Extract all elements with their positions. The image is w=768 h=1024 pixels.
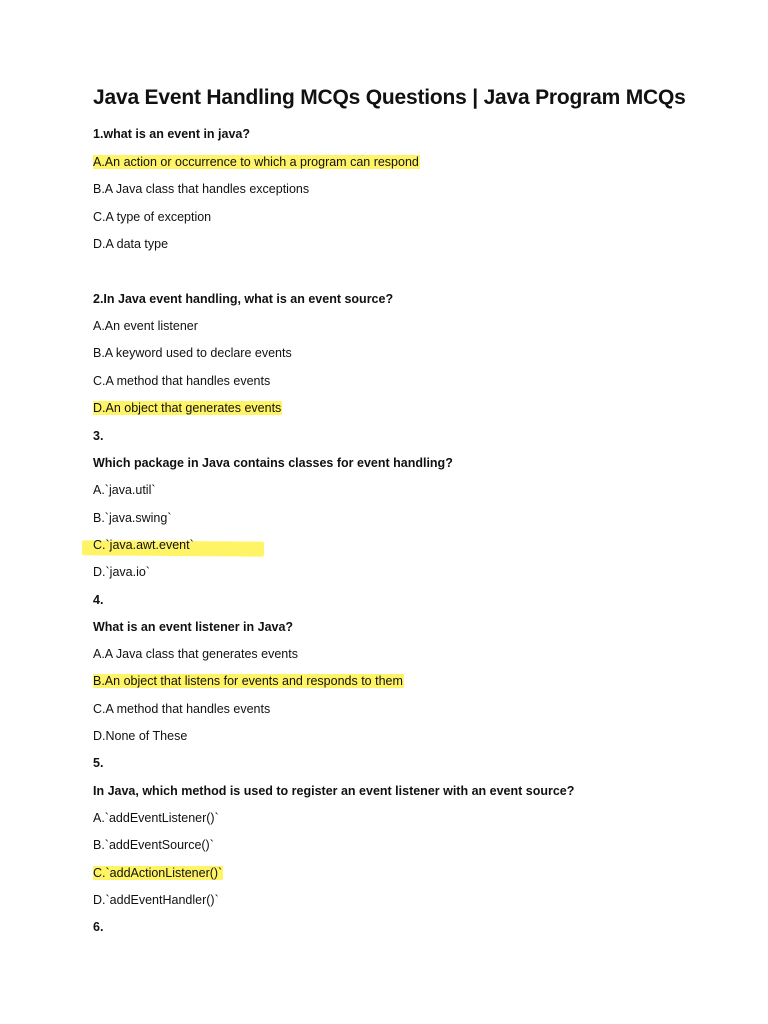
option-1c: C.A type of exception bbox=[93, 210, 212, 224]
question-3: Which package in Java contains classes for event handling? bbox=[93, 456, 453, 470]
option-4c: C.A method that handles events bbox=[93, 702, 271, 716]
option-4a: A.A Java class that generates events bbox=[93, 647, 298, 661]
question-2: 2.In Java event handling, what is an event source? bbox=[93, 292, 394, 306]
question-1: 1.what is an event in java? bbox=[93, 127, 251, 141]
option-5a: A.`addEventListener()` bbox=[93, 811, 219, 825]
option-1d: D.A data type bbox=[93, 237, 169, 251]
question-5-number: 5. bbox=[93, 756, 104, 770]
option-4d: D.None of These bbox=[93, 729, 188, 743]
question-4-number: 4. bbox=[93, 593, 104, 607]
option-2a: A.An event listener bbox=[93, 319, 198, 333]
question-4: What is an event listener in Java? bbox=[93, 620, 294, 634]
question-5: In Java, which method is used to register an event listener with an event source? bbox=[93, 784, 575, 798]
option-3b: B.`java.swing` bbox=[93, 511, 172, 525]
question-3-number: 3. bbox=[93, 429, 104, 443]
option-3d: D.`java.io` bbox=[93, 565, 150, 579]
option-1a-answer: A.An action or occurrence to which a program can respond bbox=[93, 155, 419, 169]
option-5c-answer: C.`addActionListener()` bbox=[93, 866, 223, 880]
option-2d-answer: D.An object that generates events bbox=[93, 401, 282, 415]
option-3c-answer: C.`java.awt.event` bbox=[93, 538, 194, 552]
question-6-number: 6. bbox=[93, 920, 104, 934]
option-4b-answer: B.An object that listens for events and responds to them bbox=[93, 674, 403, 688]
option-1b: B.A Java class that handles exceptions bbox=[93, 182, 310, 196]
option-2b: B.A keyword used to declare events bbox=[93, 346, 292, 360]
document-title: Java Event Handling MCQs Questions | Java Program MCQs bbox=[93, 86, 686, 109]
option-2c: C.A method that handles events bbox=[93, 374, 271, 388]
option-5d: D.`addEventHandler()` bbox=[93, 893, 219, 907]
option-5b: B.`addEventSource()` bbox=[93, 838, 214, 852]
option-3a: A.`java.util` bbox=[93, 483, 156, 497]
